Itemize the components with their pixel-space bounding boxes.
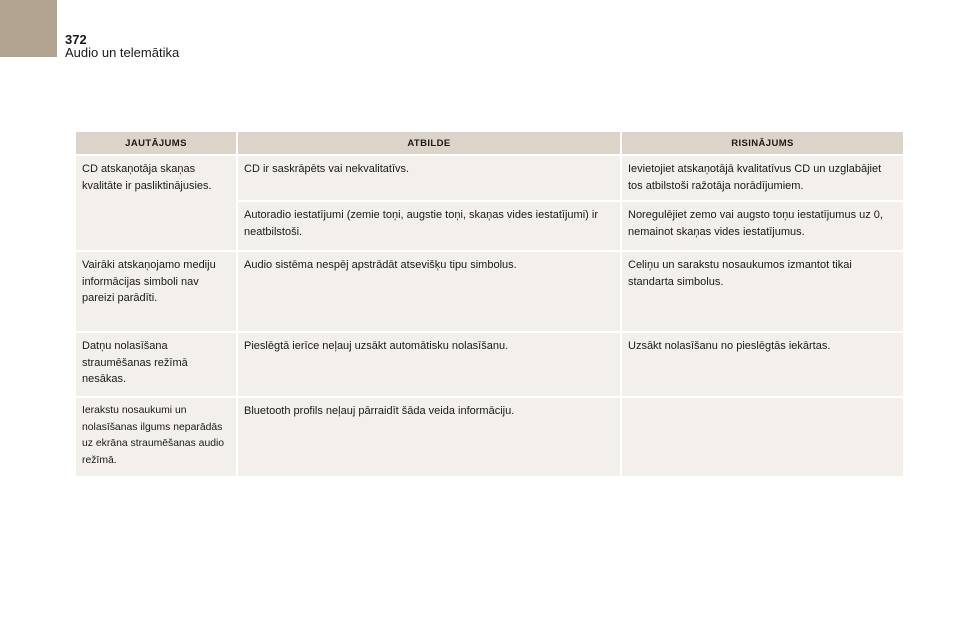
header-solution: RISINĀJUMS [620, 132, 903, 154]
table-row [76, 250, 903, 331]
header-question: JAUTĀJUMS [76, 132, 236, 154]
solution-cell: Celiņu un sarakstu nosaukumos izmantot tikai standarta simbolus. [620, 250, 903, 331]
corner-tab [0, 0, 57, 57]
answer-cell: Pieslēgtā ierīce neļauj uzsākt automātisku nolasīšanu. [236, 331, 620, 396]
table-header-row [76, 132, 903, 154]
question-cell: Vairāki atskaņojamo mediju informācijas simboli nav pareizi parādīti. [76, 250, 236, 331]
table-row [76, 154, 903, 200]
answer-cell: Bluetooth profils neļauj pārraidīt šāda veida informāciju. [236, 396, 620, 476]
question-cell: Datņu nolasīšana straumēšanas režīmā nesākas. [76, 331, 236, 396]
answer-cell: CD ir saskrāpēts vai nekvalitatīvs. [236, 154, 620, 200]
page-number: 372 [65, 32, 87, 47]
solution-cell: Noregulējiet zemo vai augsto toņu iestatījumus uz 0, nemainot skaņas vides iestatījumus. [620, 200, 903, 250]
troubleshooting-table [76, 132, 903, 476]
question-cell: CD atskaņotāja skaņas kvalitāte ir pasliktinājusies. [76, 154, 236, 250]
section-title: Audio un telemātika [65, 45, 180, 60]
table-row [76, 331, 903, 396]
solution-cell [620, 396, 903, 476]
answer-cell: Autoradio iestatījumi (zemie toņi, augstie toņi, skaņas vides iestatījumi) ir neatbilstoši. [236, 200, 620, 250]
answer-cell: Audio sistēma nespēj apstrādāt atsevišķu tipu simbolus. [236, 250, 620, 331]
header-answer: ATBILDE [236, 132, 620, 154]
question-cell: Ierakstu nosaukumi un nolasīšanas ilgums neparādās uz ekrāna straumēšanas audio režīmā. [76, 396, 236, 476]
table-row [76, 396, 903, 476]
solution-cell: Uzsākt nolasīšanu no pieslēgtās iekārtas. [620, 331, 903, 396]
solution-cell: Ievietojiet atskaņotājā kvalitatīvus CD un uzglabājiet tos atbilstoši ražotāja norādījumiem. [620, 154, 903, 200]
